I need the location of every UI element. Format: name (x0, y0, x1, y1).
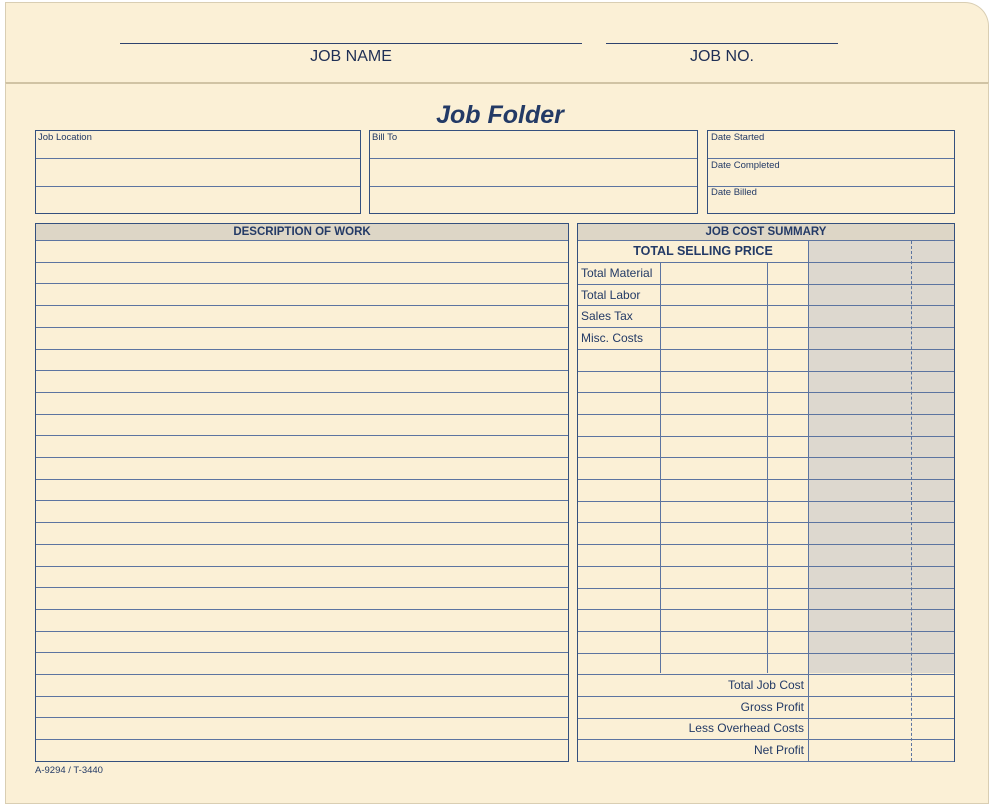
job-no-line[interactable] (606, 43, 838, 44)
summary-rule-line (578, 349, 954, 350)
sales-tax-label: Sales Tax (581, 309, 633, 323)
description-of-work-box[interactable] (35, 223, 569, 762)
description-rule-line (36, 479, 568, 480)
summary-rule-line (578, 544, 954, 545)
column-divider (660, 262, 661, 673)
description-rule-line (36, 566, 568, 567)
summary-rule-line (578, 457, 954, 458)
summary-rule-line (578, 761, 954, 762)
summary-rule-line (578, 262, 954, 263)
summary-rule-line (578, 566, 954, 567)
bill-to-box[interactable] (369, 130, 698, 214)
date-started-label: Date Started (711, 132, 765, 143)
summary-header: JOB COST SUMMARY (578, 224, 954, 240)
date-completed-label: Date Completed (711, 160, 780, 171)
misc-costs-label: Misc. Costs (581, 331, 644, 345)
description-rule-line (36, 435, 568, 436)
summary-rule-line (578, 522, 954, 523)
description-rule-line (36, 349, 568, 350)
summary-rule-line (578, 696, 954, 697)
divider (36, 186, 360, 187)
divider (370, 186, 697, 187)
summary-rule-line (578, 588, 954, 589)
summary-rule-line (578, 284, 954, 285)
cents-divider (911, 241, 912, 761)
job-name-label: JOB NAME (310, 48, 392, 65)
total-labor-label: Total Labor (581, 288, 641, 302)
summary-rule-line (578, 501, 954, 502)
summary-rule-line (578, 414, 954, 415)
description-rule-line (36, 370, 568, 371)
net-profit-label: Net Profit (753, 743, 804, 757)
description-rule-line (36, 327, 568, 328)
selling-price-label: TOTAL SELLING PRICE (633, 244, 773, 258)
description-rule-line (36, 739, 568, 740)
description-header: DESCRIPTION OF WORK (36, 224, 568, 240)
description-rule-line (36, 457, 568, 458)
description-rule-line (36, 262, 568, 263)
description-rule-line (36, 609, 568, 610)
column-divider (808, 241, 809, 761)
summary-rule-line (578, 327, 954, 328)
job-cost-summary-box (577, 223, 955, 762)
form-code: A-9294 / T-3440 (35, 765, 103, 776)
summary-rule-line (578, 739, 954, 740)
summary-rule-line (578, 718, 954, 719)
dates-box (707, 130, 955, 214)
gross-profit-label: Gross Profit (740, 700, 804, 714)
description-rule-line (36, 414, 568, 415)
job-location-label: Job Location (38, 132, 92, 143)
description-rule-line (36, 522, 568, 523)
description-rule-line (36, 544, 568, 545)
description-rule-line (36, 500, 568, 501)
description-rule-line (36, 696, 568, 697)
description-rule-line (36, 631, 568, 632)
summary-rule-line (578, 392, 954, 393)
description-rule-line (36, 240, 568, 241)
total-job-cost-label: Total Job Cost (727, 678, 804, 692)
date-billed-label: Date Billed (711, 187, 757, 198)
summary-rule-line (578, 305, 954, 306)
job-name-line[interactable] (120, 43, 582, 44)
description-rule-line (36, 305, 568, 306)
summary-rule-line (578, 436, 954, 437)
summary-rule-line (578, 674, 954, 675)
summary-rule-line (578, 479, 954, 480)
job-location-box[interactable] (35, 130, 361, 214)
description-rule-line (36, 283, 568, 284)
job-no-label: JOB NO. (689, 48, 754, 65)
summary-rule-line (578, 371, 954, 372)
page-title: Job Folder (436, 101, 564, 129)
divider (36, 158, 360, 159)
description-rule-line (36, 717, 568, 718)
column-divider (767, 262, 768, 673)
less-overhead-costs-label: Less Overhead Costs (688, 721, 804, 735)
summary-rule-line (578, 609, 954, 610)
bill-to-label: Bill To (372, 132, 398, 143)
description-rule-line (36, 587, 568, 588)
divider (370, 158, 697, 159)
total-material-label: Total Material (581, 266, 653, 280)
description-rule-line (36, 652, 568, 653)
summary-rule-line (578, 631, 954, 632)
summary-rule-line (578, 653, 954, 654)
divider (708, 158, 954, 159)
description-rule-line (36, 674, 568, 675)
description-rule-line (36, 392, 568, 393)
